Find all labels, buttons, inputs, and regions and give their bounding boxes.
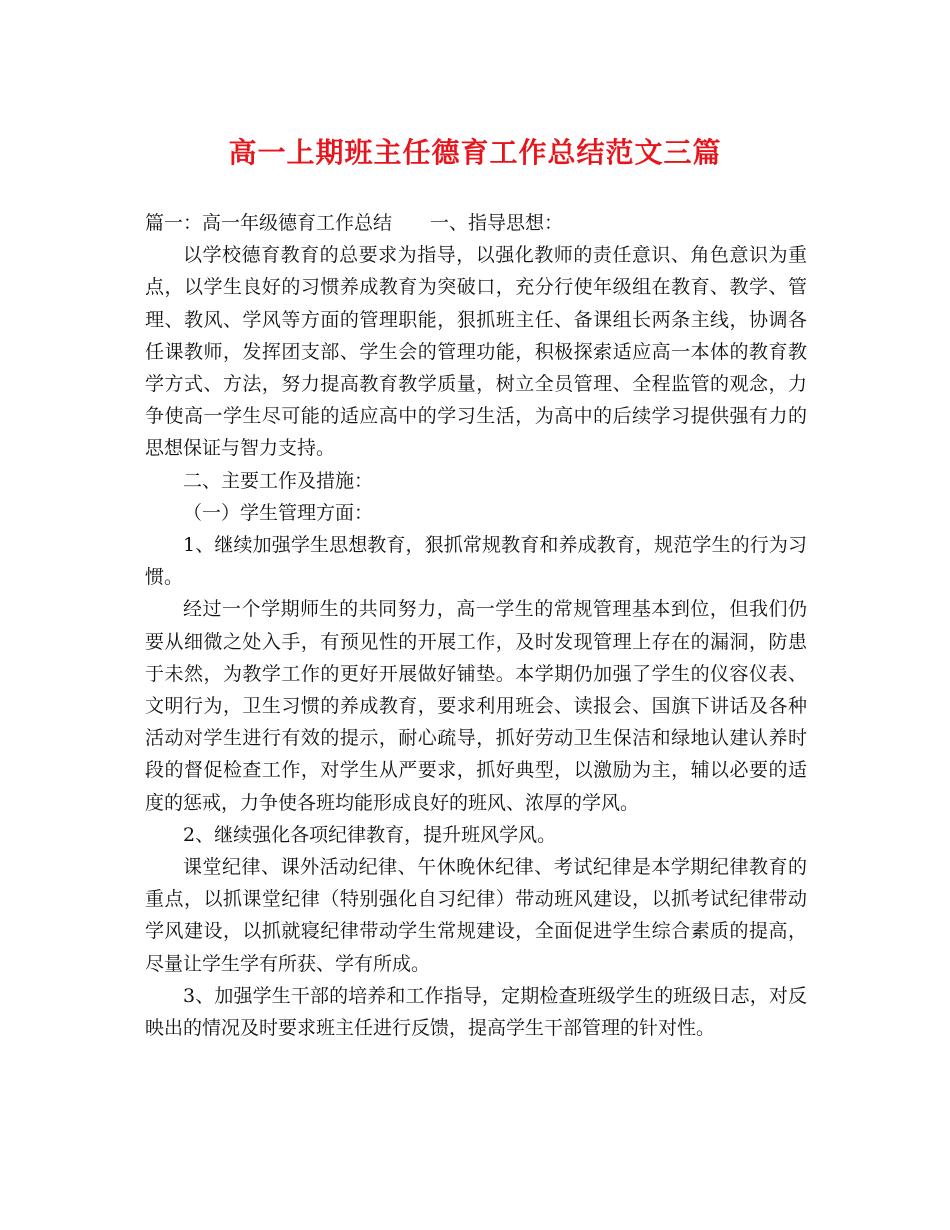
heading-part-1: 篇一：高一年级德育工作总结	[145, 212, 393, 234]
section-heading	[145, 207, 807, 239]
document-body	[145, 207, 807, 1044]
heading-part-2: 一、指导思想：	[430, 212, 564, 234]
paragraph-item-1: 1、继续加强学生思想教育，狠抓常规教育和养成教育，规范学生的行为习惯。	[145, 534, 807, 589]
paragraph-item-2: 2、继续强化各项纪律教育，提升班风学风。	[183, 823, 557, 846]
paragraph-main-work-heading: 二、主要工作及措施：	[183, 469, 374, 492]
paragraph-item-2-detail: 课堂纪律、课外活动纪律、午休晚休纪律、考试纪律是本学期纪律教育的重点，以抓课堂纪律（特别强化自习纪律）带动班风建设，以抓考试纪律带动学风建设，以抓就寝纪律带动学生常规建设，全面促进学生综合素质的提高，尽量让学生学有所获、学有所成。	[145, 856, 807, 975]
paragraph-guiding-idea: 以学校德育教育的总要求为指导，以强化教师的责任意识、角色意识为重点，以学生良好的习惯养成教育为突破口，充分行使年级组在教育、教学、管理、教风、学风等方面的管理职能，狠抓班主任、备课组长两条主线，协调各任课教师，发挥团支部、学生会的管理功能，积极探索适应高一本体的教育教学方式、方法，努力提高教育教学质量，树立全员管理、全程监管的观念，力争使高一学生尽可能的适应高中的学习生活，为高中的后续学习提供强有力的思想保证与智力支持。	[145, 244, 807, 460]
paragraph-item-1-detail: 经过一个学期师生的共同努力，高一学生的常规管理基本到位，但我们仍要从细微之处入手，有预见性的开展工作，及时发现管理上存在的漏洞，防患于未然，为教学工作的更好开展做好铺垫。本学期仍加强了学生的仪容仪表、文明行为，卫生习惯的养成教育，要求利用班会、读报会、国旗下讲话及各种活动对学生进行有效的提示，耐心疏导，抓好劳动卫生保洁和绿地认建认养时段的督促检查工作，对学生从严要求，抓好典型，以激励为主，辅以必要的适度的惩戒，力争使各班均能形成良好的班风、浓厚的学风。	[145, 598, 807, 814]
paragraph-item-3: 3、加强学生干部的培养和工作指导，定期检查班级学生的班级日志，对反映出的情况及时要求班主任进行反馈，提高学生干部管理的针对性。	[145, 984, 807, 1040]
paragraph-student-management-heading: （一）学生管理方面：	[183, 501, 374, 524]
document-title: 高一上期班主任德育工作总结范文三篇	[228, 136, 722, 169]
